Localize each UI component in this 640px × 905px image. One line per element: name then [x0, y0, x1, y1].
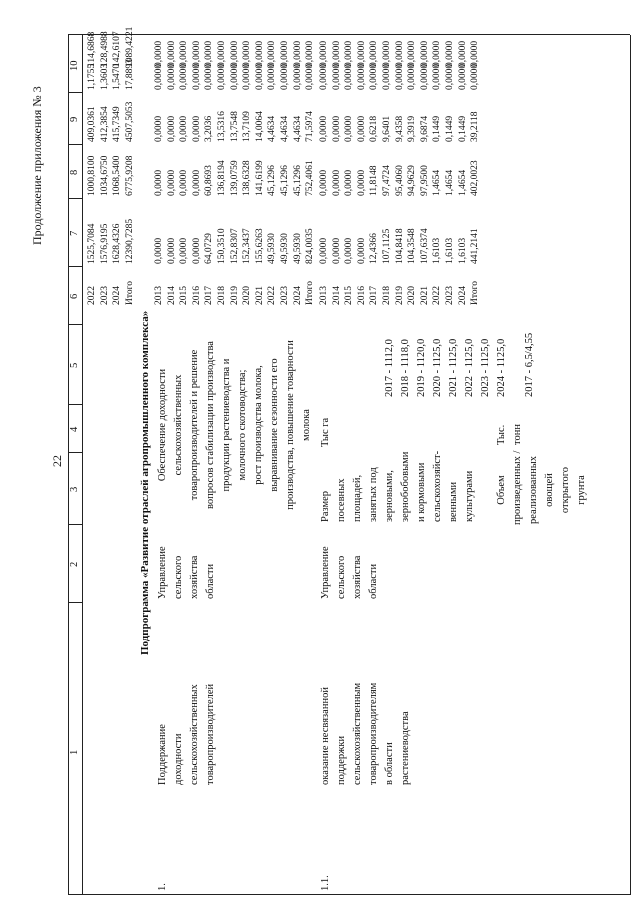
item11-c8: 0,0000 0,0000 0,0000 0,0000 0,6218 9,6401 9,4358 9,3919 9,6874 0,1449 0,1449 0,1449 39,2118 [319, 111, 481, 142]
col-num-9: 9 [69, 116, 80, 122]
subprogram-title: Подпрограмма «Развитие отраслей агропромышленного комплекса» [139, 310, 151, 655]
col-num-4: 4 [69, 426, 80, 432]
item1-c6: 0,0000 0,0000 0,0000 0,0000 64,0729 150,3510 152,8307 152,3437 155,6263 49,5930 49,5930 49,5930 824,0035 [154, 228, 316, 264]
item1-c8: 0,0000 0,0000 0,0000 0,0000 3,2036 13,5316 13,7548 13,7109 14,0064 4,4634 4,4634 4,4634 71,5974 [154, 111, 316, 142]
item1-executor: Управление сельского хозяйства области [157, 546, 216, 599]
item11-c7: 0,0000 0,0000 0,0000 0,0000 11,8148 97,4724 95,4060 94,9629 97,9500 1,4654 1,4654 1,4654 402,0023 [319, 160, 481, 196]
item1-indicator: Обеспечение доходности сельскохозяйственных товаропроизводителей и решение вопросов стабилизации производства продукции растениеводства и молочного скотоводства; рост производства молока, выравнивание сезонности его производства, повышение товарности молока [157, 340, 312, 510]
item1-c10: 0,0000 0,0000 0,0000 0,0000 0,0000 0,0000 0,0000 0,0000 0,0000 0,0000 0,0000 0,0000 0,0000 [154, 40, 316, 67]
item11-indicator-b: Объем произведенных / реализованных овощей открытого грунта [496, 450, 587, 525]
col-num-7: 7 [69, 230, 80, 236]
item11-values-a: 2017 - 1112,0 2018 - 1118,0 2019 - 1120,0 2020 - 1125,0 2021 - 1125,0 2022 - 1125,0 2023 - 1125,0 2024 - 1125,0 [384, 338, 507, 397]
item11-unit-a: Тыс га [320, 417, 331, 447]
continuation-label: Продолжение приложения № 3 [30, 86, 44, 245]
top-c7: 1000,8100 1034,6750 1068,5400 6775,9208 [87, 155, 135, 196]
top-years: 2022 2023 2024 Итого [87, 280, 135, 305]
top-c6: 1525,7084 1576,9195 1628,4326 12390,7285 [87, 218, 135, 264]
col-num-1: 1 [69, 749, 80, 755]
col-num-2: 2 [69, 561, 80, 567]
item1-years: 2013 2014 2015 2016 2017 2018 2019 2020 2021 2022 2023 2024 Итого [154, 280, 316, 305]
item1-c9: 0,0000 0,0000 0,0000 0,0000 0,0000 0,0000 0,0000 0,0000 0,0000 0,0000 0,0000 0,0000 0,0000 [154, 63, 316, 90]
item1-c7: 0,0000 0,0000 0,0000 0,0000 60,8693 136,8194 139,0759 138,6328 141,6199 45,1296 45,1296 45,1296 752,4061 [154, 160, 316, 196]
top-c10: 114,6868 128,4988 142,6107 1089,4221 [87, 26, 135, 67]
col-num-10: 10 [69, 60, 80, 71]
item11-c10: 0,0000 0,0000 0,0000 0,0000 0,0000 0,0000 0,0000 0,0000 0,0000 0,0000 0,0000 0,0000 0,0000 [319, 40, 481, 67]
col-num-6: 6 [69, 293, 80, 299]
page-number: 22 [50, 455, 64, 467]
col-num-5: 5 [69, 362, 80, 368]
col-num-3: 3 [69, 486, 80, 492]
item11-executor: Управление сельского хозяйства области [320, 546, 379, 599]
top-c8: 409,0361 412,3854 415,7349 4507,5053 [87, 101, 135, 142]
item11-name: оказание несвязанной поддержки сельскохозяйственным товаропроизводителям в области растениеводства [320, 682, 411, 785]
item1-number: 1. [157, 883, 168, 891]
col-num-8: 8 [69, 169, 80, 175]
item1-name: Поддержание доходности сельскохозяйственных товаропроизводителей [157, 683, 216, 785]
item11-unit-b: Тыс. тонн [496, 424, 523, 445]
item11-c6: 0,0000 0,0000 0,0000 0,0000 12,4366 107,1125 104,8418 104,3548 107,6374 1,6103 1,6103 1,6103 441,2141 [319, 228, 481, 264]
item11-c9: 0,0000 0,0000 0,0000 0,0000 0,0000 0,0000 0,0000 0,0000 0,0000 0,0000 0,0000 0,0000 0,0000 [319, 63, 481, 90]
item11-values-b: 2017 - 6,5/4,55 [524, 332, 535, 397]
top-c9: 1,1755 1,3603 1,5470 17,8893 [87, 59, 135, 90]
item11-indicator-a: Размер посевных площадей, занятых под зерновыми, зернобобовыми и кормовыми сельскохозяйст- венными культурами [320, 450, 475, 522]
item11-years: 2013 2014 2015 2016 2017 2018 2019 2020 2021 2022 2023 2024 Итого [319, 280, 481, 305]
item11-number: 1.1. [320, 875, 331, 891]
